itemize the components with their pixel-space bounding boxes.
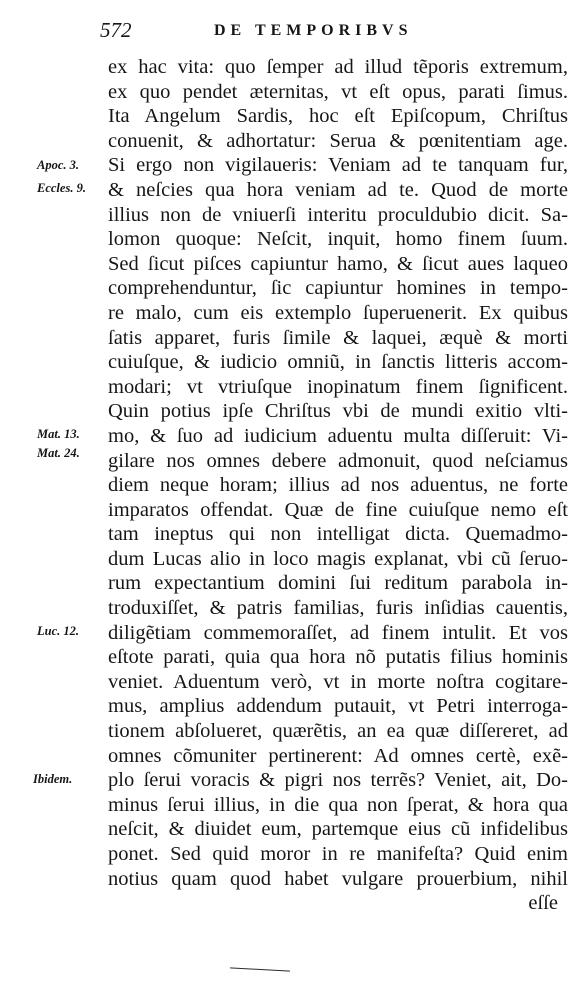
running-head: DE TEMPORIBVS xyxy=(214,22,413,39)
text-line: illius non de vniuerſi interitu proculdubio dicit. Sa- xyxy=(108,203,568,226)
margin-note: Apoc. 3. xyxy=(37,158,80,172)
text-line: lomon quoque: Neſcit, inquit, homo finem ſuum. xyxy=(108,228,568,251)
text-line: re malo, cum eis extemplo ſuperuenerit. Ex quibus xyxy=(108,301,568,324)
page-header xyxy=(0,14,588,42)
body-text xyxy=(108,55,568,916)
text-line: veniet. Aduentum verò, vt in morte noſtra cogitare- xyxy=(108,670,568,693)
text-line: plo ſerui voracis & pigri nos terrẽs? Veniet, ait, Do- xyxy=(108,769,568,792)
text-line: ſatis apparet, furis ſimile & laquei, æquè & morti xyxy=(108,326,568,349)
text-line: comprehenduntur, ſic capiuntur homines in tempo- xyxy=(108,277,568,300)
text-line: Ita Angelum Sardis, hoc eſt Epiſcopum, Chriſtus xyxy=(108,105,568,128)
text-line: cuiuſque, & iudicio omniũ, in ſanctis litteris accom- xyxy=(108,351,568,374)
text-line: omnes cõmuniter pertinerent: Ad omnes certè, exẽ- xyxy=(108,744,568,767)
text-line: eſtote parati, quia qua hora nõ putatis filius hominis xyxy=(108,646,568,669)
text-line: conuenit, & adhortatur: Serua & pœnitentiam age. xyxy=(108,129,568,152)
margin-note: Luc. 12. xyxy=(37,624,80,638)
text-line: Quin potius ipſe Chriſtus vbi de mundi exitio vlti- xyxy=(108,400,568,423)
text-line: diem neque horam; illius ad nos aduentus, ne forte xyxy=(108,474,568,497)
page-number: 572 xyxy=(100,18,132,42)
text-line: troduxiſſet, & patris familias, furis inſidias cauentis, xyxy=(108,597,568,620)
text-line: tam ineptus qui non intelligat dicta. Quemadmo- xyxy=(108,523,568,546)
catchword: eſſe xyxy=(528,892,558,915)
text-line: tionem abſolueret, quærẽtis, an ea quæ diſſereret, ad xyxy=(108,720,568,743)
text-line: ex hac vita: quo ſemper ad illud tẽporis extremum, xyxy=(108,56,568,78)
margin-note: Eccles. 9. xyxy=(37,181,86,195)
text-line: diligẽtiam commemoraſſet, ad finem intulit. Et vos xyxy=(108,621,568,644)
text-line: notius quam quod habet vulgare prouerbium, nihil xyxy=(108,867,568,890)
text-line: Sed ſicut piſces capiuntur hamo, & ſicut aues laqueo xyxy=(108,252,568,275)
text-line: imparatos offendat. Quæ de fine cuiuſque nemo eſt xyxy=(108,498,568,521)
text-line: mus, amplius addendum putauit, vt Petri interroga- xyxy=(108,695,568,718)
text-line: Si ergo non vigilaueris: Veniam ad te tanquam fur, xyxy=(108,154,568,177)
text-line: & neſcies qua hora veniam ad te. Quod de morte xyxy=(108,178,568,201)
text-line: minus ſerui illius, in die qua non ſperat, & hora qua xyxy=(108,793,568,816)
text-line: mo, & ſuo ad iudicium aduentu multa diſſeruit: Vi- xyxy=(108,424,568,447)
text-line: rum expectantium domini ſui reditum parabola in- xyxy=(108,572,568,595)
margin-note: Mat. 24. xyxy=(37,446,80,460)
text-line: modari; vt vtriuſque inopinatum finem ſignificent. xyxy=(108,375,568,398)
text-line: dum Lucas alio in loco magis explanat, vbi cũ ſeruo- xyxy=(108,547,568,570)
text-line: neſcit, & diuidet eum, partemque eius cũ infidelibus xyxy=(108,818,568,841)
text-line: ponet. Sed quid moror in re manifeſta? Quid enim xyxy=(108,843,568,865)
margin-note: Mat. 13. xyxy=(37,427,80,441)
margin-note: Ibidem. xyxy=(33,772,73,786)
ink-stroke xyxy=(230,967,290,971)
text-line: ex quo pendet æternitas, vt eſt opus, parati ſimus. xyxy=(108,80,568,103)
text-line: gilare nos omnes debere admonuit, quod neſciamus xyxy=(108,449,568,472)
